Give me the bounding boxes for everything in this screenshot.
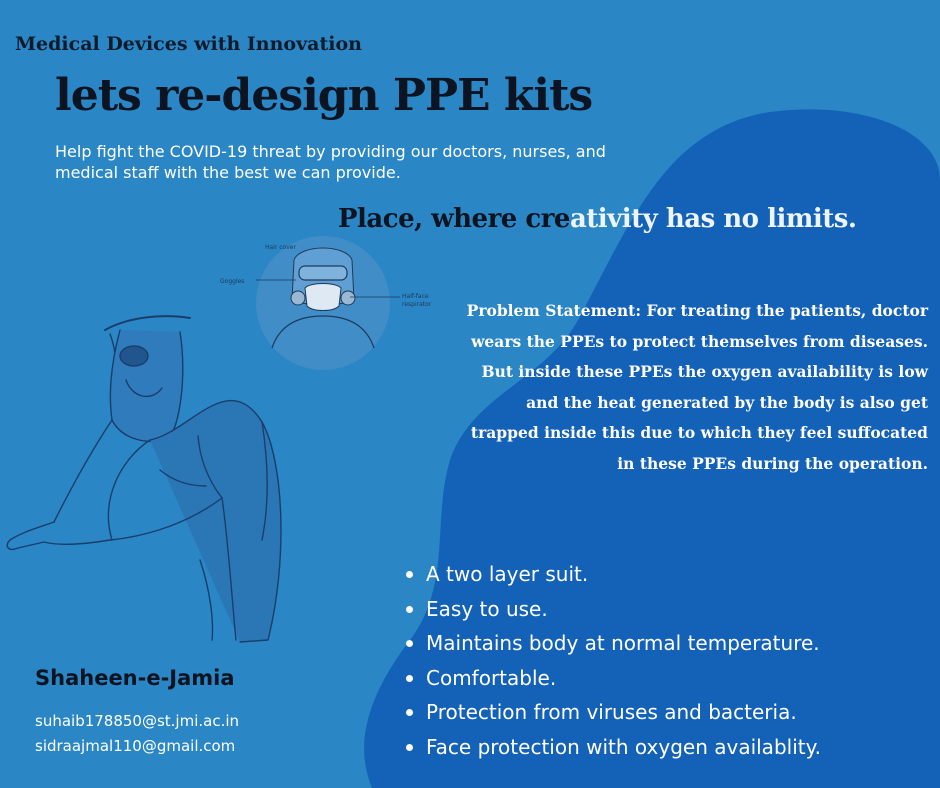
problem-statement <box>460 296 928 479</box>
bullet-icon <box>406 675 413 682</box>
feature-label: Easy to use. <box>426 596 548 621</box>
feature-item <box>404 626 821 661</box>
email-link-1[interactable]: suhaib178850@st.jmi.ac.in <box>35 712 240 730</box>
problem-text: : For treating the patients, doctor wears the PPEs to protect themselves from diseases. But inside these PPEs the oxygen availability is low and the heat generated by the body is also get trapped inside this due to which they feel suffocated in these PPEs during the operation. <box>470 301 928 473</box>
feature-list <box>404 557 821 764</box>
callout-hair-cover: Hair cover <box>265 244 296 251</box>
tagline-part2: ativity has no limits <box>569 204 848 234</box>
callout-respirator-line1: Half-face <box>402 293 429 300</box>
feature-label: A two layer suit. <box>426 562 589 586</box>
callout-respirator-line2: respirator <box>402 301 432 308</box>
feature-label: Protection from viruses and bacteria. <box>426 700 797 724</box>
feature-label: Face protection with oxygen availablity. <box>426 734 821 759</box>
tagline <box>338 204 856 234</box>
callout-goggles: Goggles <box>220 278 245 285</box>
email-link-2[interactable]: sidraajmal110@gmail.com <box>35 737 236 755</box>
feature-label: Maintains body at normal temperature. <box>426 631 820 655</box>
feature-item <box>404 557 821 592</box>
ppe-worker-illustration <box>7 316 281 642</box>
feature-item <box>404 592 821 627</box>
ppe-face-illustration <box>220 236 432 370</box>
bullet-icon <box>406 744 413 751</box>
bullet-icon <box>406 709 413 716</box>
problem-label: Problem Statement <box>466 301 636 320</box>
page-title: lets re-design PPE kits <box>55 70 593 121</box>
tagline-part3: . <box>847 204 857 234</box>
feature-item <box>404 661 821 696</box>
feature-label: Comfortable. <box>426 665 557 690</box>
bullet-icon <box>406 571 413 578</box>
feature-item <box>404 730 821 765</box>
subtitle: Medical Devices with Innovation <box>15 33 362 55</box>
tagline-part1: Place, where cre <box>338 204 570 234</box>
bullet-icon <box>406 640 413 647</box>
feature-item <box>404 695 821 730</box>
intro-text: Help fight the COVID-19 threat by providing our doctors, nurses, and medical staff with the best we can provide. <box>55 142 606 182</box>
bullet-icon <box>406 606 413 613</box>
team-name: Shaheen-e-Jamia <box>35 666 235 690</box>
